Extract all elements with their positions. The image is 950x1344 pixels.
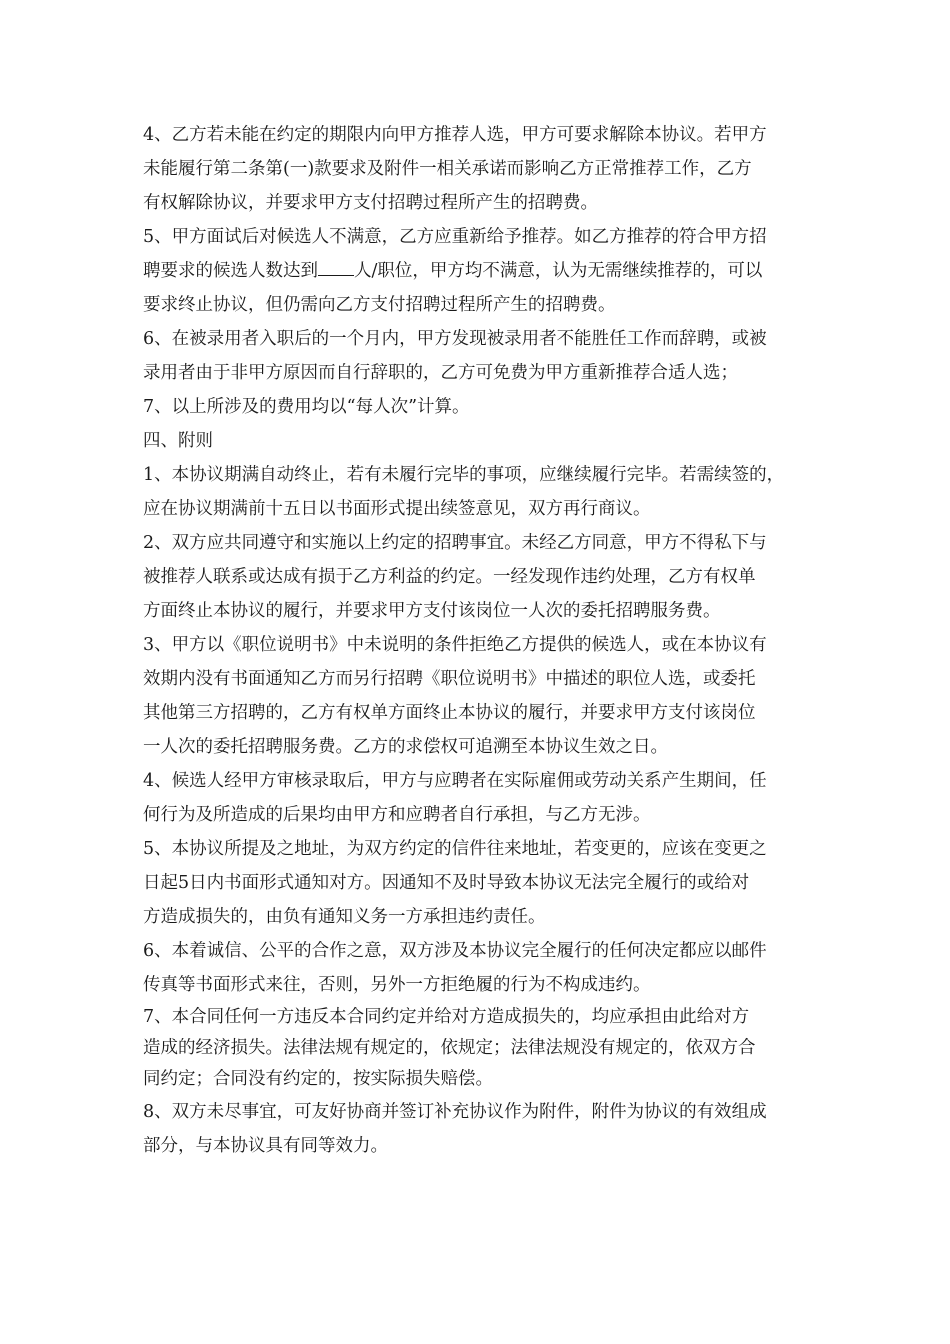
text-line: 传真等书面形式来往，否则，另外一方拒绝履的行为不构成违约。: [143, 975, 651, 995]
text-line: 方面终止本协议的履行，并要求甲方支付该岗位一人次的委托招聘服务费。: [143, 601, 721, 621]
text-line: 1、本协议期满自动终止，若有未履行完毕的事项，应继续履行完毕。若需续签的，: [143, 465, 785, 485]
text-line: 部分，与本协议具有同等效力。: [143, 1136, 388, 1156]
text-line: 同约定；合同没有约定的，按实际损失赔偿。: [143, 1069, 493, 1089]
text-line: 7、以上所涉及的费用均以“每人次”计算。: [143, 397, 470, 417]
text-segment: 人/职位，甲方均不满意，认为无需继续推荐的，可以: [354, 261, 763, 281]
text-line: 效期内没有书面通知乙方而另行招聘《职位说明书》中描述的职位人选，或委托: [143, 669, 756, 689]
text-line: 要求终止协议，但仍需向乙方支付招聘过程所产生的招聘费。: [143, 295, 616, 315]
text-line: 3、甲方以《职位说明书》中未说明的条件拒绝乙方提供的候选人，或在本协议有: [143, 635, 767, 655]
text-line: 6、本着诚信、公平的合作之意，双方涉及本协议完全履行的任何决定都应以邮件: [143, 941, 767, 961]
text-line: 4、乙方若未能在约定的期限内向甲方推荐人选，甲方可要求解除本协议。若甲方: [143, 125, 767, 145]
text-line: 5、甲方面试后对候选人不满意，乙方应重新给予推荐。如乙方推荐的符合甲方招: [143, 227, 767, 247]
text-line: 有权解除协议，并要求甲方支付招聘过程所产生的招聘费。: [143, 193, 598, 213]
text-line: 未能履行第二条第(一)款要求及附件一相关承诺而影响乙方正常推荐工作，乙方: [143, 159, 752, 179]
fill-in-blank: [318, 258, 354, 276]
text-line: [143, 254, 810, 288]
text-line: 其他第三方招聘的，乙方有权单方面终止本协议的履行，并要求甲方支付该岗位: [143, 703, 756, 723]
text-line: 录用者由于非甲方原因而自行辞职的，乙方可免费为甲方重新推荐合适人选；: [143, 363, 738, 383]
text-line: 日起5日内书面形式通知对方。因通知不及时导致本协议无法完全履行的或给对: [143, 873, 750, 893]
document-body: [143, 118, 810, 1163]
text-line: 7、本合同任何一方违反本合同约定并给对方造成损失的，均应承担由此给对方: [143, 1007, 750, 1027]
text-line: 4、候选人经甲方审核录取后，甲方与应聘者在实际雇佣或劳动关系产生期间，任: [143, 771, 767, 791]
text-line: 2、双方应共同遵守和实施以上约定的招聘事宜。未经乙方同意，甲方不得私下与: [143, 533, 767, 553]
text-line: 被推荐人联系或达成有损于乙方利益的约定。一经发现作违约处理，乙方有权单: [143, 567, 756, 587]
text-segment: 聘要求的候选人数达到: [143, 261, 318, 281]
text-line: 应在协议期满前十五日以书面形式提出续签意见，双方再行商议。: [143, 499, 651, 519]
text-line: 方造成损失的，由负有通知义务一方承担违约责任。: [143, 907, 546, 927]
text-line: 何行为及所造成的后果均由甲方和应聘者自行承担，与乙方无涉。: [143, 805, 651, 825]
text-line: 一人次的委托招聘服务费。乙方的求偿权可追溯至本协议生效之日。: [143, 737, 668, 757]
text-line: 造成的经济损失。法律法规有规定的，依规定；法律法规没有规定的，依双方合: [143, 1038, 756, 1058]
section-heading: 四、附则: [143, 431, 213, 451]
text-line: 5、本协议所提及之地址，为双方约定的信件往来地址，若变更的，应该在变更之: [143, 839, 767, 859]
text-line: 6、在被录用者入职后的一个月内，甲方发现被录用者不能胜任工作而辞聘，或被: [143, 329, 767, 349]
text-line: 8、双方未尽事宜，可友好协商并签订补充协议作为附件，附件为协议的有效组成: [143, 1102, 767, 1122]
